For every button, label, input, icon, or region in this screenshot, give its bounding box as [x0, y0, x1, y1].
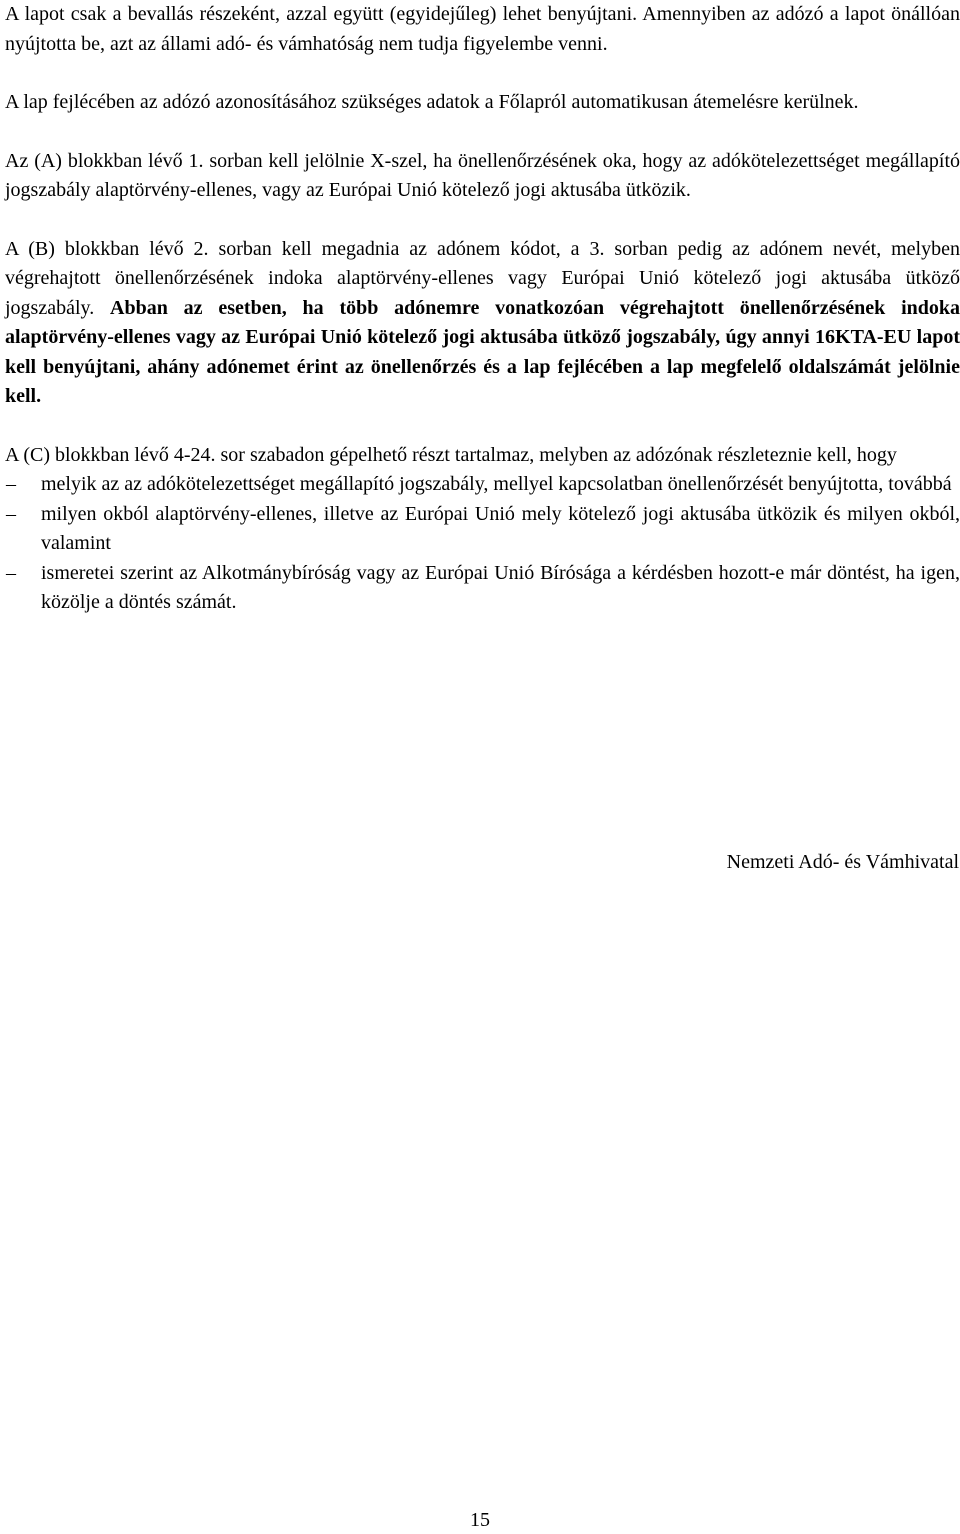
- list-item: [5, 559, 960, 618]
- list-item-text: ismeretei szerint az Alkotmánybíróság vagy az Európai Unió Bírósága a kérdésben hozott-e már döntést, ha igen, közölje a döntés számát.: [41, 561, 960, 613]
- signature-authority: Nemzeti Adó- és Vámhivatal: [726, 851, 959, 873]
- paragraph-block-b-bold-text: Abban az esetben, ha több adónemre vonatkozóan végrehajtott önellenőrzésének indoka alaptörvény-ellenes vagy az Európai Unió kötelező jogi aktusába ütköző jogszabály, úgy annyi 16KTA-EU lapot kell benyújtani, ahány adónemet érint az önellenőrzés és a lap fejlécében a lap megfelelő oldalszámát jelölnie kell.: [5, 296, 960, 407]
- paragraph-gap: [5, 206, 960, 235]
- page-number: 15: [470, 1509, 490, 1531]
- paragraph-block-b: [5, 235, 960, 412]
- paragraph-block-b-text: A (B) blokkban lévő 2. sorban kell megadnia az adónem kódot, a 3. sorban pedig az adónem nevét, melyben végrehajtott önellenőrzésének indoka alaptörvény-ellenes vagy Európai Unió kötelező jogi aktusába ütköző jogszabály.: [5, 237, 960, 319]
- dash-bullet-icon: –: [6, 473, 16, 495]
- dash-bullet-icon: –: [6, 502, 16, 525]
- dash-bullet-icon: –: [6, 561, 16, 584]
- paragraph-gap: [5, 118, 960, 147]
- paragraph-header-data: A lap fejlécében az adózó azonosításához szükséges adatok a Főlapról automatikusan átemelésre kerülnek.: [5, 91, 859, 113]
- list-item-text: melyik az az adókötelezettséget megállapító jogszabály, mellyel kapcsolatban önellenőrzését benyújtotta, továbbá: [41, 473, 952, 495]
- paragraph-gap: [5, 412, 960, 441]
- requirements-list: [5, 470, 960, 618]
- paragraph-gap: [5, 59, 960, 88]
- document-page: [5, 0, 960, 618]
- list-item: [5, 470, 960, 500]
- paragraph-block-a: Az (A) blokkban lévő 1. sorban kell jelölnie X-szel, ha önellenőrzésének oka, hogy az adókötelezettséget megállapító jogszabály alaptörvény-ellenes, vagy az Európai Unió kötelező jogi aktusába ütközik.: [5, 149, 960, 201]
- list-item-text: milyen okból alaptörvény-ellenes, illetve az Európai Unió mely kötelező jogi aktusába ütközik és milyen okból, valamint: [41, 502, 960, 554]
- paragraph-block-c: A (C) blokkban lévő 4-24. sor szabadon gépelhető részt tartalmaz, melyben az adózónak részleteznie kell, hogy: [5, 443, 897, 466]
- paragraph-submission-rule: A lapot csak a bevallás részeként, azzal együtt (egyidejűleg) lehet benyújtani. Amennyiben az adózó a lapot önállóan nyújtotta be, azt az állami adó- és vámhatóság nem tudja figyelembe venni.: [5, 3, 960, 55]
- list-item: [5, 500, 960, 559]
